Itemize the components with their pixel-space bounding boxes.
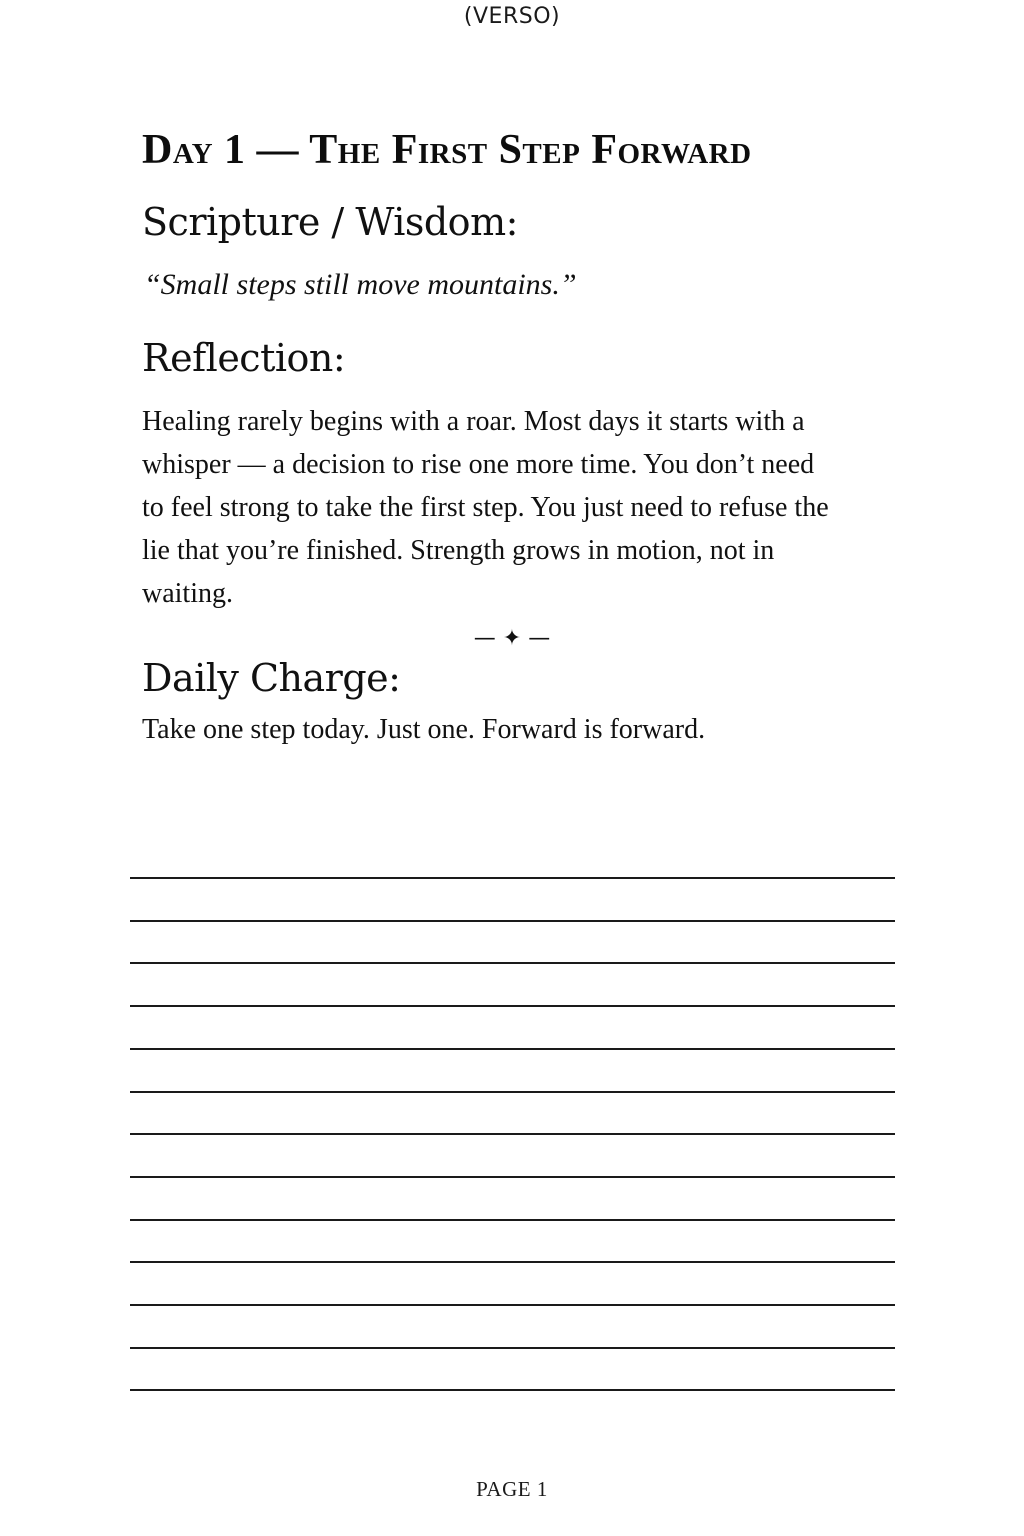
writing-line bbox=[130, 920, 895, 922]
reflection-paragraph bbox=[142, 400, 862, 615]
reflection-line: whisper — a decision to rise one more time. You don’t need bbox=[142, 449, 815, 480]
reflection-heading: Reflection: bbox=[142, 336, 346, 380]
daily-charge-heading: Daily Charge: bbox=[142, 656, 401, 700]
reflection-line: lie that you’re finished. Strength grows in motion, not in bbox=[142, 535, 775, 566]
writing-line bbox=[130, 1389, 895, 1391]
reflection-line: Healing rarely begins with a roar. Most days it starts with a bbox=[142, 406, 805, 437]
writing-line bbox=[130, 1133, 895, 1135]
verso-label: (VERSO) bbox=[463, 4, 561, 29]
writing-line bbox=[130, 962, 895, 964]
writing-line bbox=[130, 877, 895, 879]
writing-line bbox=[130, 1176, 895, 1178]
day-title: Day 1 — The First Step Forward bbox=[142, 127, 752, 173]
page-number: PAGE 1 bbox=[476, 1477, 548, 1501]
writing-line bbox=[130, 1091, 895, 1093]
writing-line bbox=[130, 1261, 895, 1263]
scripture-quote: “Small steps still move mountains.” bbox=[144, 268, 577, 301]
reflection-line: to feel strong to take the first step. You just need to refuse the bbox=[142, 492, 829, 523]
writing-line bbox=[130, 1304, 895, 1306]
ornament-divider: — ✦ — bbox=[473, 626, 551, 651]
daily-charge-text: Take one step today. Just one. Forward is forward. bbox=[142, 714, 706, 745]
writing-line bbox=[130, 1005, 895, 1007]
scripture-heading: Scripture / Wisdom: bbox=[142, 200, 518, 244]
writing-line bbox=[130, 1219, 895, 1221]
writing-line bbox=[130, 1048, 895, 1050]
reflection-line: waiting. bbox=[142, 578, 233, 609]
writing-line bbox=[130, 1347, 895, 1349]
